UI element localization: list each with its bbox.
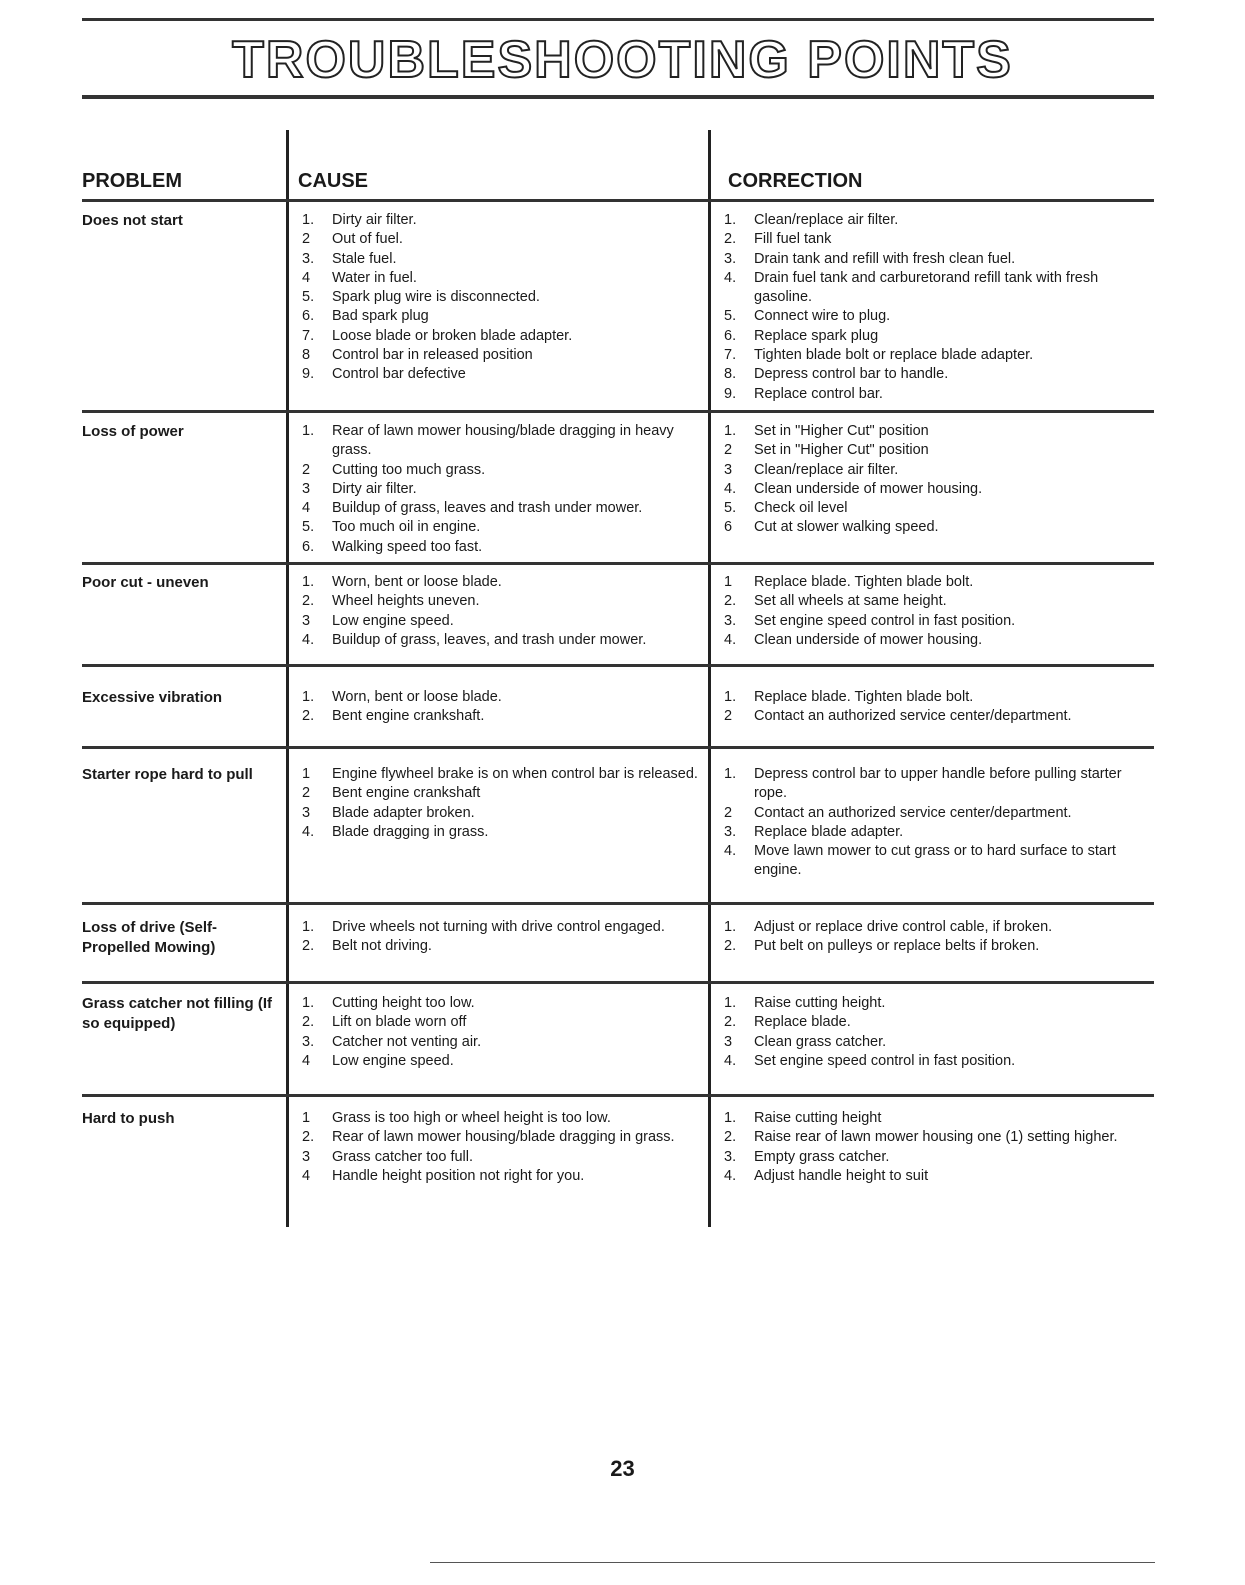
item-text: Contact an authorized service center/department. [754,804,1072,821]
item-text: Buildup of grass, leaves, and trash under mower. [332,631,647,648]
item-number: 9. [724,385,737,402]
item-number: 4. [302,823,315,840]
cause-list [302,573,702,650]
item-number: 8 [302,347,311,364]
list-item [302,480,702,499]
item-text: Engine flywheel brake is on when control bar is released. [332,766,698,782]
list-item [302,1013,702,1032]
item-text: Rear of lawn mower housing/blade dragging in grass. [332,1129,675,1146]
item-text: Adjust or replace drive control cable, if broken. [754,919,1053,935]
item-number: 1. [302,423,315,439]
problem-label: Hard to push [82,1110,175,1127]
item-text: Bent engine crankshaft. [332,708,485,725]
row-separator [82,981,1154,984]
cause-list [302,422,702,557]
list-item [724,211,1154,230]
item-number: 7. [724,347,737,364]
item-number: 1. [302,919,315,935]
list-item [724,994,1154,1013]
list-item [724,1052,1154,1071]
list-item [302,1109,702,1128]
correction-list [724,994,1154,1071]
item-text: Worn, bent or loose blade. [332,689,502,705]
item-number: 5. [302,289,315,306]
item-number: 4 [302,1167,311,1184]
item-text: Set all wheels at same height. [754,593,947,610]
problem-label: Excessive vibration [82,689,223,706]
list-item [302,1148,702,1167]
item-text: Drain tank and refill with fresh clean fuel. [754,250,1016,267]
item-number: 3. [302,250,315,267]
correction-list [724,211,1154,404]
item-text: Replace blade. Tighten blade bolt. [754,574,974,590]
item-number: 5. [724,308,737,325]
item-text: Cut at slower walking speed. [754,519,939,536]
row-separator [82,410,1154,413]
item-text: Catcher not venting air. [332,1033,482,1050]
list-item [302,461,702,480]
item-text: Grass catcher too full. [332,1148,474,1165]
list-item [724,1128,1154,1147]
row-separator [82,746,1154,749]
item-text: Set in "Higher Cut" position [754,442,929,459]
item-number: 6. [302,308,315,325]
item-text: Wheel heights uneven. [332,593,480,610]
item-text: Spark plug wire is disconnected. [332,289,540,306]
item-text: Clean/replace air filter. [754,461,899,478]
item-number: 3 [724,1033,733,1050]
item-text: Loose blade or broken blade adapter. [332,327,573,344]
correction-list [724,918,1154,957]
header-problem: PROBLEM [82,170,182,192]
item-number: 2. [302,1129,315,1146]
item-text: Dirty air filter. [332,480,417,497]
item-number: 1 [302,766,311,782]
list-item [724,307,1154,326]
correction-list [724,422,1154,538]
item-number: 2. [302,1014,315,1031]
item-text: Too much oil in engine. [332,519,481,536]
item-number: 9. [302,366,315,383]
list-item [302,269,702,288]
item-text: Worn, bent or loose blade. [332,574,502,590]
list-item [302,688,702,707]
list-item [724,327,1154,346]
list-item [724,385,1154,404]
item-text: Rear of lawn mower housing/blade dragging in heavy grass. [332,423,674,459]
column-divider-cause [286,130,289,1227]
title-rule [82,95,1154,99]
list-item [724,592,1154,611]
list-item [302,612,702,631]
item-text: Move lawn mower to cut grass or to hard surface to start engine. [754,843,1116,879]
list-item [302,307,702,326]
item-text: Walking speed too fast. [332,538,483,555]
item-number: 4. [302,631,315,648]
row-separator [82,1094,1154,1097]
item-number: 1. [724,919,737,935]
bottom-rule [430,1562,1155,1563]
list-item [302,346,702,365]
list-item [724,918,1154,937]
item-number: 4 [302,500,311,517]
list-item [302,592,702,611]
list-item [724,804,1154,823]
list-item [724,480,1154,499]
list-item [724,823,1154,842]
list-item [302,211,702,230]
list-item [724,707,1154,726]
item-number: 2 [302,231,311,248]
item-text: Buildup of grass, leaves and trash under mower. [332,500,643,517]
item-number: 3. [724,612,737,629]
list-item [302,918,702,937]
item-number: 6 [724,519,733,536]
item-text: Clean grass catcher. [754,1033,887,1050]
list-item [724,1033,1154,1052]
list-item [302,327,702,346]
row-separator [82,902,1154,905]
item-text: Contact an authorized service center/department. [754,708,1072,725]
top-rule [82,18,1154,21]
item-text: Out of fuel. [332,231,403,248]
list-item [724,365,1154,384]
item-text: Fill fuel tank [754,231,832,248]
item-number: 2. [724,1129,737,1146]
item-number: 2. [724,1014,737,1031]
item-number: 1. [302,995,315,1011]
item-number: 1 [302,1110,311,1126]
item-number: 4. [724,480,737,497]
list-item [724,269,1154,308]
item-text: Dirty air filter. [332,212,417,228]
item-text: Check oil level [754,500,848,517]
list-item [724,1013,1154,1032]
item-number: 2. [302,593,315,610]
row-separator [82,664,1154,667]
list-item [724,765,1154,804]
item-text: Clean underside of mower housing. [754,480,983,497]
list-item [302,365,702,384]
list-item [724,612,1154,631]
list-item [302,994,702,1013]
item-number: 4. [724,1052,737,1069]
item-number: 2 [302,785,311,802]
cause-list [302,1109,702,1186]
problem-label: Loss of power [82,423,184,440]
page-number: 23 [610,1456,635,1481]
list-item [724,688,1154,707]
item-text: Depress control bar to upper handle before pulling starter rope. [754,766,1122,802]
item-text: Replace blade. Tighten blade bolt. [754,689,974,705]
item-text: Clean underside of mower housing. [754,631,983,648]
item-text: Replace control bar. [754,385,883,402]
item-text: Replace blade adapter. [754,823,904,840]
item-number: 1. [724,995,737,1011]
list-item [302,230,702,249]
item-text: Drain fuel tank and carburetorand refill tank with fresh gasoline. [754,269,1099,306]
item-text: Raise rear of lawn mower housing one (1) setting higher. [754,1129,1118,1146]
list-item [724,1167,1154,1186]
problem-label: Starter rope hard to pull [82,766,253,783]
cause-list [302,994,702,1071]
list-item [724,842,1154,881]
header-correction: CORRECTION [728,170,863,192]
cause-list [302,688,702,727]
item-number: 1. [724,689,737,705]
item-number: 2. [724,231,737,248]
item-number: 3 [724,461,733,478]
correction-list [724,688,1154,727]
list-item [302,1167,702,1186]
item-number: 1. [724,766,737,782]
item-text: Low engine speed. [332,1052,454,1069]
item-number: 3 [302,804,311,821]
item-number: 2. [302,708,315,725]
list-item [724,441,1154,460]
item-number: 3. [724,1148,737,1165]
item-number: 5. [302,519,315,536]
item-number: 3 [302,612,311,629]
item-number: 2. [302,938,315,955]
item-number: 6. [724,327,737,344]
item-number: 3 [302,1148,311,1165]
correction-list [724,765,1154,881]
item-text: Set engine speed control in fast position. [754,1052,1016,1069]
item-text: Adjust handle height to suit [754,1167,929,1184]
column-divider-correction [708,130,711,1227]
item-text: Cutting too much grass. [332,461,486,478]
list-item [724,499,1154,518]
item-number: 6. [302,538,315,555]
item-text: Connect wire to plug. [754,308,891,325]
item-number: 1. [302,574,315,590]
item-text: Cutting height too low. [332,995,475,1011]
item-number: 1 [724,574,733,590]
cause-list [302,918,702,957]
item-number: 4. [724,269,737,286]
list-item [302,765,702,784]
item-text: Empty grass catcher. [754,1148,890,1165]
problem-label: Does not start [82,212,183,229]
problem-label: Loss of drive (Self-Propelled Mowing) [82,919,218,956]
item-number: 3. [302,1033,315,1050]
item-text: Depress control bar to handle. [754,366,949,383]
item-number: 1. [302,689,315,705]
item-text: Raise cutting height [754,1110,882,1126]
correction-list [724,573,1154,650]
list-item [302,422,702,461]
item-text: Raise cutting height. [754,995,886,1011]
item-number: 2. [724,593,737,610]
item-number: 2 [724,708,733,725]
list-item [302,804,702,823]
item-number: 3. [724,250,737,267]
list-item [724,230,1154,249]
item-text: Bad spark plug [332,308,429,325]
list-item [302,573,702,592]
item-text: Put belt on pulleys or replace belts if broken. [754,938,1040,955]
list-item [302,823,702,842]
item-text: Handle height position not right for you. [332,1167,585,1184]
item-text: Control bar in released position [332,347,533,364]
item-number: 1. [724,212,737,228]
list-item [724,937,1154,956]
item-text: Replace blade. [754,1014,851,1031]
item-number: 1. [724,1110,737,1126]
list-item [724,1109,1154,1128]
item-text: Low engine speed. [332,612,454,629]
item-text: Clean/replace air filter. [754,212,899,228]
list-item [302,538,702,557]
list-item [302,937,702,956]
item-text: Grass is too high or wheel height is too low. [332,1110,611,1126]
item-text: Blade adapter broken. [332,804,475,821]
list-item [724,346,1154,365]
item-number: 3 [302,480,311,497]
item-text: Stale fuel. [332,250,397,267]
item-text: Drive wheels not turning with drive control engaged. [332,919,665,935]
list-item [302,784,702,803]
item-number: 5. [724,500,737,517]
item-text: Lift on blade worn off [332,1014,467,1031]
item-text: Set engine speed control in fast position. [754,612,1016,629]
cause-list [302,765,702,842]
list-item [724,631,1154,650]
list-item [302,288,702,307]
list-item [302,631,702,650]
cause-list [302,211,702,385]
item-number: 4. [724,631,737,648]
item-text: Bent engine crankshaft [332,785,481,802]
item-number: 2 [302,461,311,478]
item-number: 8. [724,366,737,383]
item-text: Set in "Higher Cut" position [754,423,929,439]
list-item [302,707,702,726]
item-number: 4. [724,843,737,860]
list-item [302,518,702,537]
list-item [724,518,1154,537]
item-text: Replace spark plug [754,327,879,344]
header-cause: CAUSE [298,170,369,192]
item-text: Blade dragging in grass. [332,823,489,840]
list-item [724,422,1154,441]
item-number: 4. [724,1167,737,1184]
item-number: 4 [302,1052,311,1069]
item-number: 2 [724,804,733,821]
item-number: 2 [724,442,733,459]
item-text: Tighten blade bolt or replace blade adapter. [754,347,1034,364]
row-separator [82,562,1154,565]
list-item [724,250,1154,269]
item-text: Control bar defective [332,366,466,383]
list-item [302,1128,702,1147]
list-item [302,499,702,518]
problem-label: Poor cut - uneven [82,574,209,591]
item-text: Belt not driving. [332,938,432,955]
list-item [302,1033,702,1052]
correction-list [724,1109,1154,1186]
header-rule [82,199,1154,202]
list-item [724,573,1154,592]
list-item [724,1148,1154,1167]
item-number: 4 [302,269,311,286]
list-item [302,250,702,269]
item-number: 1. [302,212,315,228]
list-item [724,461,1154,480]
item-text: Water in fuel. [332,269,417,286]
item-number: 1. [724,423,737,439]
problem-label: Grass catcher not filling (If so equipped) [82,995,273,1032]
item-number: 2. [724,938,737,955]
page-title: TROUBLESHOOTING POINTS [232,31,1013,89]
list-item [302,1052,702,1071]
item-number: 3. [724,823,737,840]
item-number: 7. [302,327,315,344]
